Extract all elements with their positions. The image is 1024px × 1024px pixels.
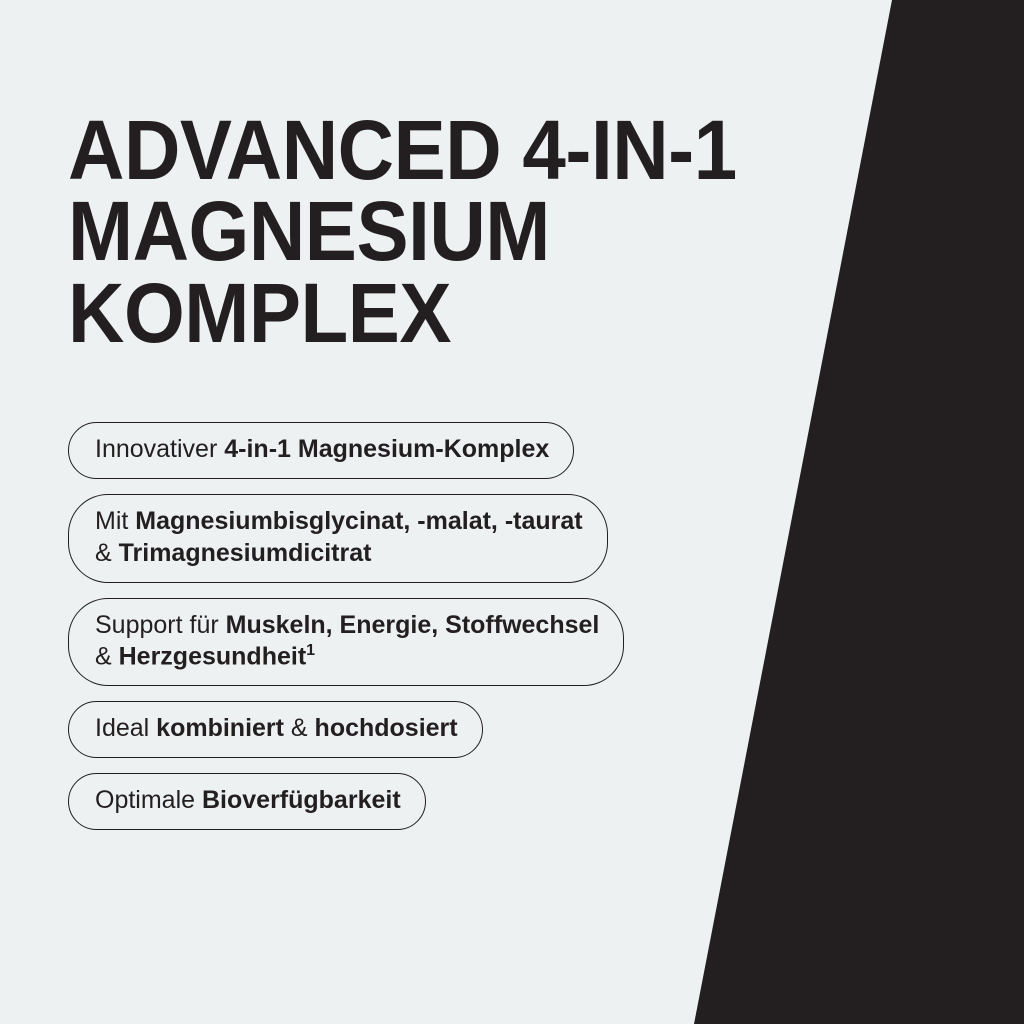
bullet-support: Support für Muskeln, Energie, Stoffwechsel & Herzgesundheit$^1$ bbox=[68, 598, 624, 687]
headline-line-2: MAGNESIUM bbox=[68, 184, 550, 279]
page-title bbox=[68, 103, 737, 360]
benefit-pill-list bbox=[68, 422, 780, 830]
bullet-komplex: Innovativer 4-in-1 Magnesium-Komplex bbox=[68, 422, 574, 479]
bullet-formen: Mit Magnesiumbisglycinat, -malat, -taurat & Trimagnesiumdicitrat bbox=[68, 494, 608, 583]
headline-line-1: ADVANCED 4-IN-1 bbox=[68, 103, 737, 197]
bullet-dosierung: Ideal kombiniert & hochdosiert bbox=[68, 701, 483, 758]
bullet-bioverfuegbarkeit: Optimale Bioverfügbarkeit bbox=[68, 773, 426, 830]
headline-line-3: KOMPLEX bbox=[68, 265, 452, 360]
